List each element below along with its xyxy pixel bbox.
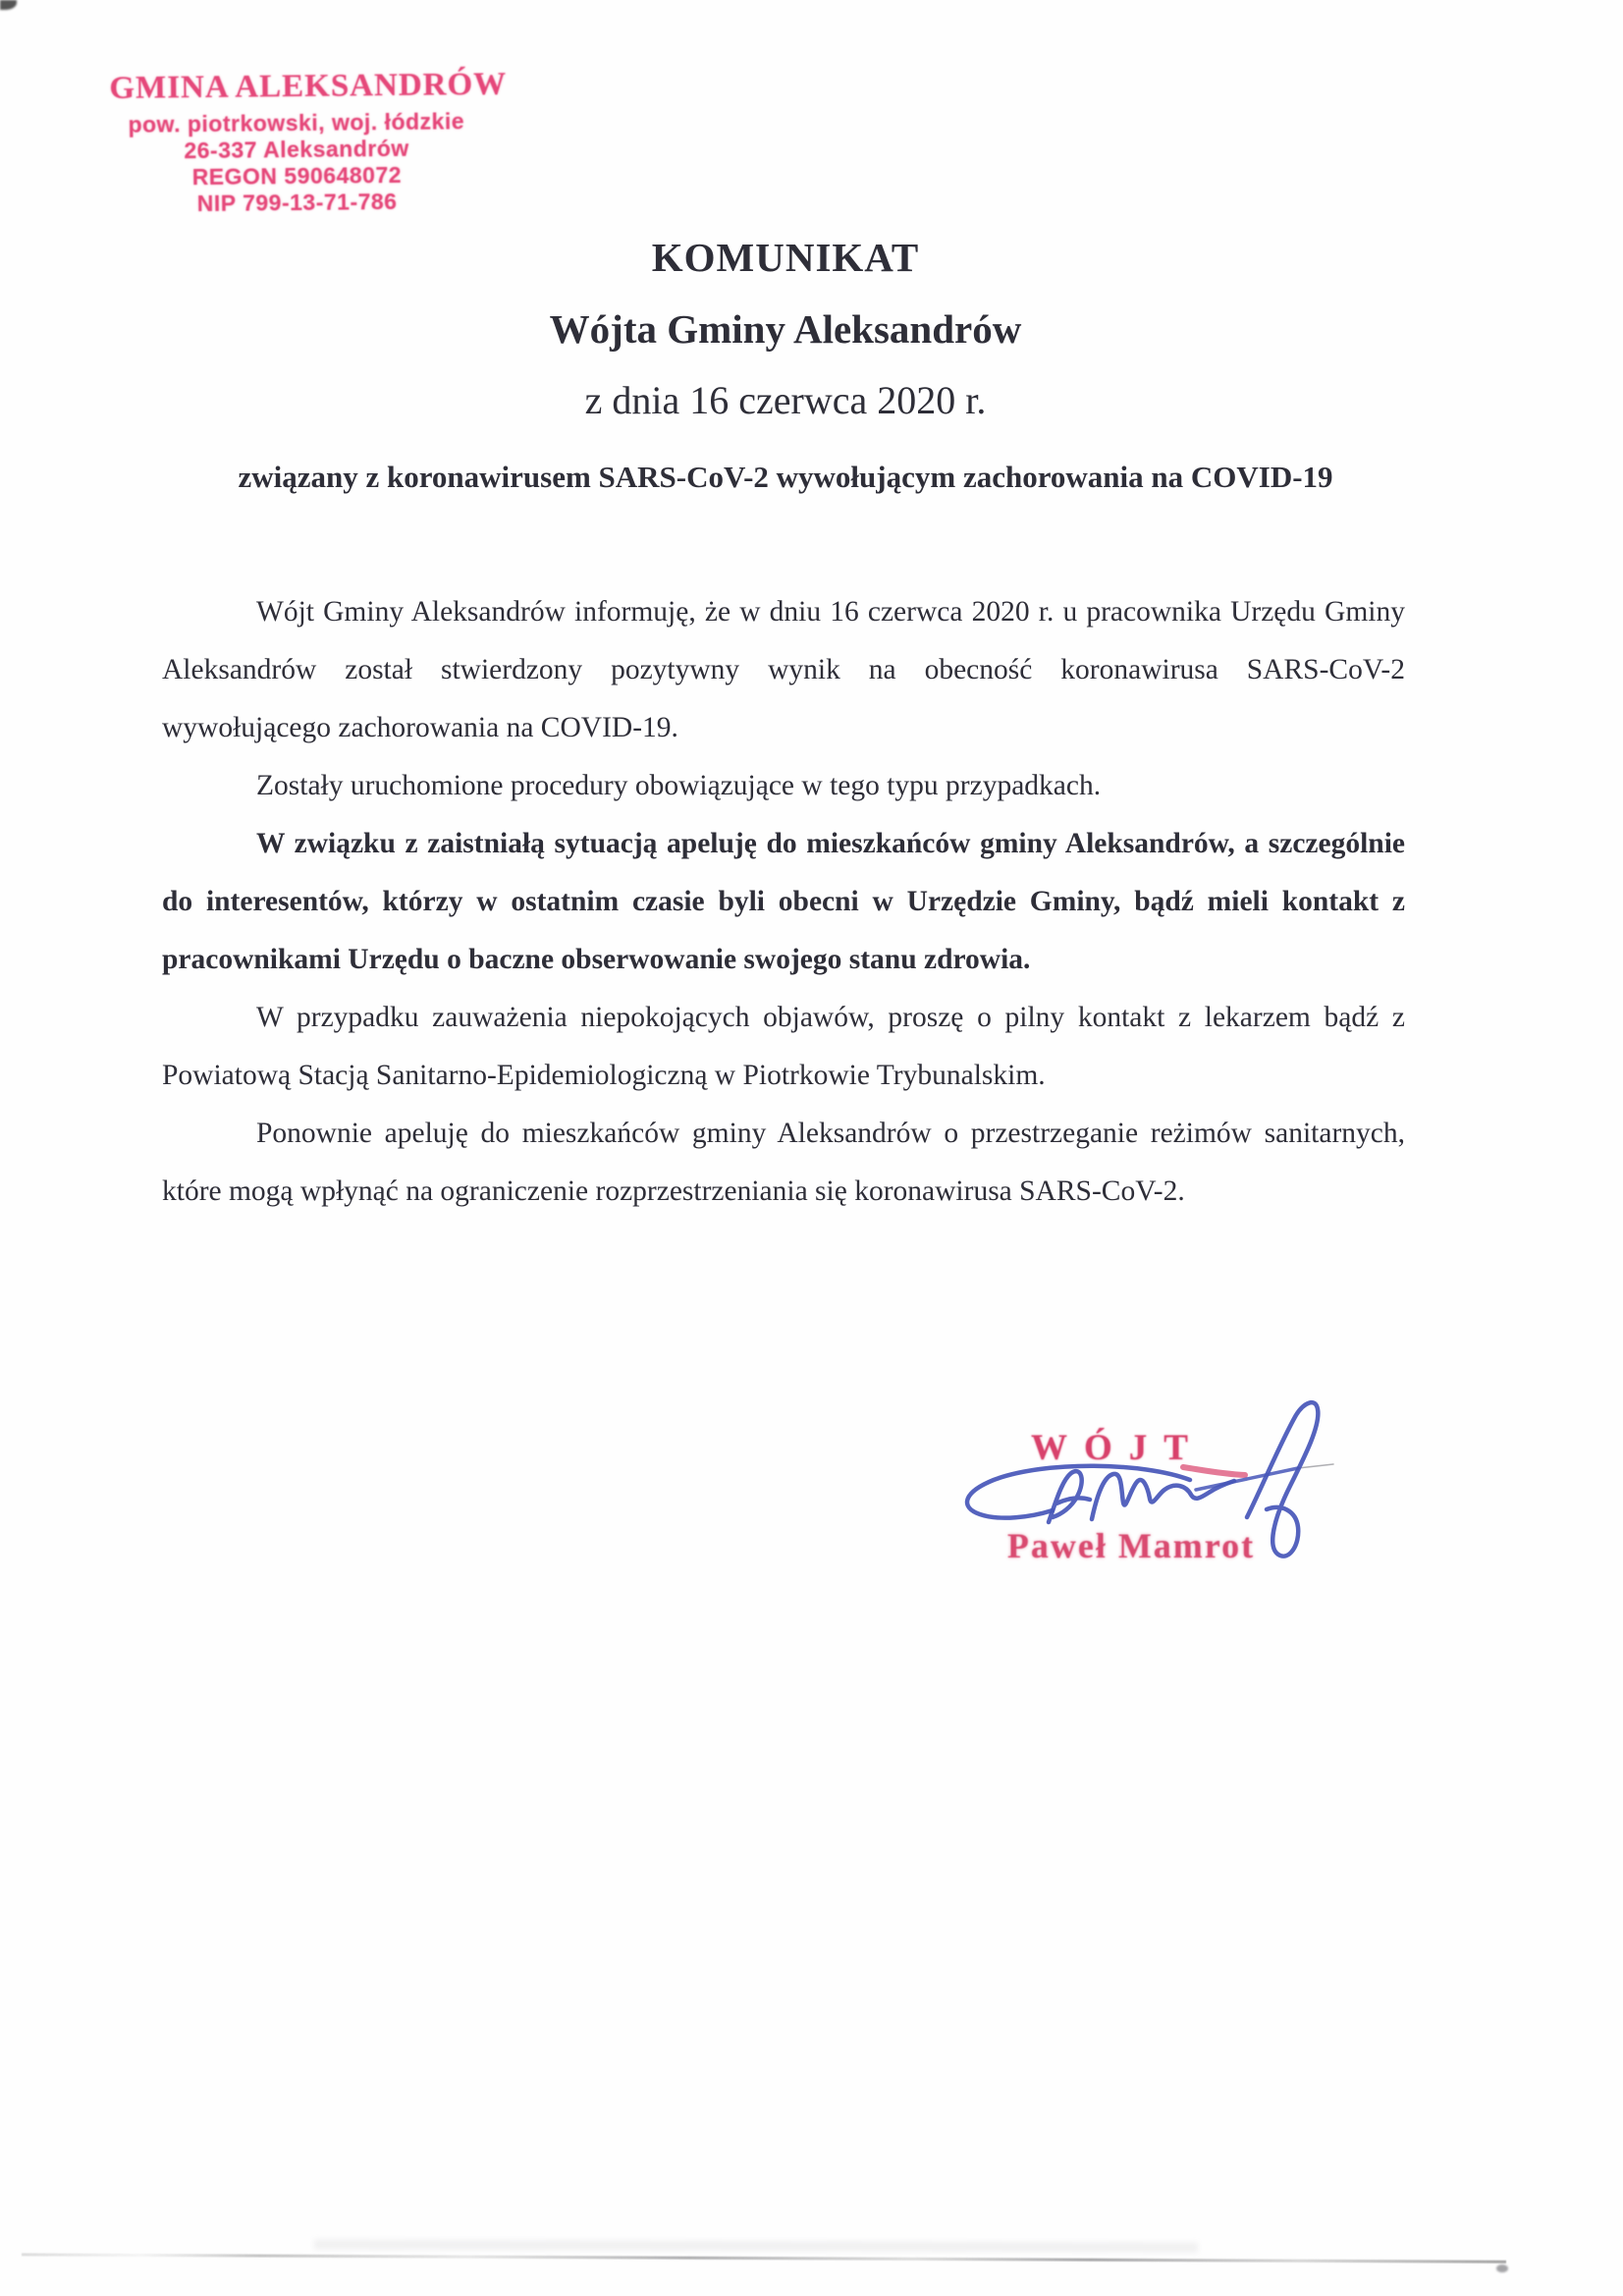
paragraph: Zostały uruchomione procedury obowiązujące w tego typu przypadkach. [256, 770, 1102, 801]
document-body [162, 583, 1405, 1221]
document-date: z dnia 16 czerwca 2020 r. [584, 378, 987, 422]
scan-artifact-bottom-line [22, 2253, 1506, 2263]
stamp-regon-line: REGON 590648072 [191, 161, 403, 191]
heading-block [162, 234, 1409, 423]
paragraph-emphasized: W związku z zaistniałą sytuacją apeluję do mieszkańców gminy Aleksandrów, a szczególnie do interesentów, którzy w ostatnim czasie byli obecni w Urzędzie Gminy, bądź mieli kontakt z pracownikami Urzędu o baczne obserwowanie swojego stanu zdrowia. [162, 828, 1405, 975]
signer-name-stamp: Paweł Mamrot [1006, 1526, 1256, 1565]
document-subtitle: Wójta Gminy Aleksandrów [549, 306, 1022, 352]
stamp-nip-line: NIP 799-13-71-786 [196, 188, 398, 217]
sender-stamp [109, 66, 508, 220]
scan-artifact-dot [1496, 2265, 1508, 2272]
signature-block [933, 1370, 1365, 1596]
document-subject-line: związany z koronawirusem SARS-CoV-2 wywołującym zachorowania na COVID-19 [238, 460, 1333, 494]
signer-title-stamp: WÓJT [1031, 1428, 1205, 1468]
paragraph: Wójt Gminy Aleksandrów informuję, że w dniu 16 czerwca 2020 r. u pracownika Urzędu Gminy Aleksandrów został stwierdzony pozytywny wynik na obecność koronawirusa SARS-CoV-2 wywołującego zachorowania na COVID-19. [162, 596, 1405, 743]
paragraph: W przypadku zauważenia niepokojących objawów, proszę o pilny kontakt z lekarzem bądź z Powiatową Stacją Sanitarno-Epidemiologiczną w Piotrkowie Trybunalskim. [162, 1002, 1405, 1091]
stamp-district-line: pow. piotrkowski, woj. łódzkie [128, 108, 465, 137]
stamp-address-line: 26-337 Aleksandrów [184, 135, 409, 164]
document-title: KOMUNIKAT [651, 235, 920, 280]
stamp-entity-name: GMINA ALEKSANDRÓW [109, 66, 508, 106]
scan-artifact-smudge [314, 2239, 1198, 2252]
paragraph: Ponownie apeluję do mieszkańców gminy Aleksandrów o przestrzeganie reżimów sanitarnych, które mogą wpłynąć na ograniczenie rozprzestrzeniania się koronawirusa SARS-CoV-2. [162, 1118, 1405, 1207]
scan-artifact-corner [0, 0, 17, 10]
